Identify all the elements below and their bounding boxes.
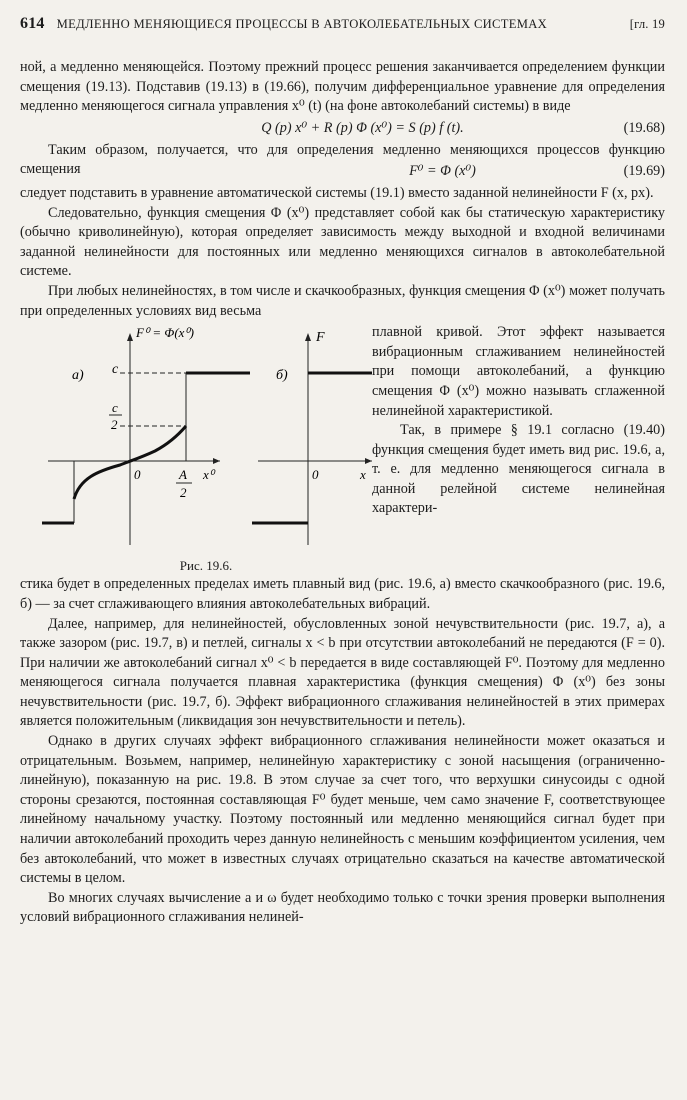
figure-graphs	[20, 323, 372, 545]
figure-side-text	[372, 323, 665, 575]
paragraph-9: Однако в других случаях эффект вибрационного сглаживания нелинейности может оказаться и отрицательным. Возьмем, например, нелинейную характеристику с зоной насыщения (ограниченно-линейную), показанную на рис. 19.8. В этом случае за счет того, что верхушки синусоиды с одной стороны срезаются, постоянная составляющая F⁰ будет меньше, чем само значение F, соответствующее линейному начальному участку. Поэтому постоянный или медленно меняющийся сигнал будет при наличии автоколебаний проходить через данную нелинейность с меньшим коэффициентом усиления, чем без автоколебаний, что может в известных случаях отрицательно сказаться на качестве автоматической системы в целом.	[20, 733, 665, 887]
page-body	[20, 58, 665, 928]
b-origin: 0	[312, 467, 319, 483]
b-y-arrow-icon	[305, 333, 311, 341]
b-label: б)	[276, 368, 288, 384]
a-label: а)	[72, 368, 84, 384]
a-c2-den: 2	[111, 417, 118, 433]
paragraph-7: Так, в примере § 19.1 согласно (19.40) функция смещения будет иметь вид рис. 19.6, а, т. е. для медленно меняющегося сигнала в данной релейной системе нелинейная характери-	[372, 422, 665, 517]
paragraph-8: Далее, например, для нелинейностей, обусловленных зоной нечувствительности (рис. 19.7, а), а также зазором (рис. 19.7, в) и петлей, сигналы x < b при отсутствии автоколебаний не передаются (F = 0). При наличии же автоколебаний сигнал x⁰ < b передается в виде составляющей F⁰. Поэтому для медленно меняющегося сигнала получается плавная характеристика (функция смещения) Φ (x⁰) без зоны нечувствительности (рис. 19.7, б). Эффект вибрационного сглаживания нелинейностей в этих примерах является положительным (ликвидация зон нечувствительности и петель).	[20, 615, 665, 730]
b-x-arrow-icon	[365, 458, 372, 464]
graph-a	[42, 325, 250, 545]
figure-caption: Рис. 19.6.	[179, 557, 233, 573]
b-y-label: F	[316, 330, 325, 346]
figure-19-6	[20, 323, 372, 575]
equation-body: F⁰ = Φ (x⁰)	[409, 163, 476, 180]
a-y-arrow-icon	[127, 333, 133, 341]
equation-19-68	[20, 117, 665, 141]
paragraph-10: Во многих случаях вычисление a и ω будет необходимо только с точки зрения проверки выполнения условий вибрационного сглаживания нелиней-	[20, 889, 665, 926]
a-y-label: F⁰ = Φ(x⁰)	[136, 325, 194, 341]
a-c2-num: c	[112, 400, 118, 416]
paragraph-3: следует подставить в уравнение автоматической системы (19.1) вместо заданной нелинейности F (x, px).	[20, 184, 654, 201]
paragraph-4: Следовательно, функция смещения Φ (x⁰) представляет собой как бы статическую характеристику (обычно криволинейную), которая определяет зависимость между выходной и входной величинами заданной нелинейности для постоянных или медленно меняющихся сигналов в автоколебательной системе.	[20, 204, 665, 280]
page-header	[20, 12, 665, 36]
equation-body: Q (p) x⁰ + R (p) Φ (x⁰) = S (p) f (t).	[261, 119, 464, 136]
equation-19-69	[20, 160, 665, 184]
paragraph-7-cont: стика будет в определенных пределах иметь плавный вид (рис. 19.6, а) вместо скачкообразного (рис. 19.6, б) — за счет сглаживающего влияния автоколебательных вибраций.	[20, 576, 665, 612]
b-x-label: x	[360, 467, 366, 483]
paragraph-2: Таким образом, получается, что для определения медленно меняющихся процессов функцию смещения	[20, 141, 665, 178]
paragraph-5: При любых нелинейностях, в том числе и скачкообразных, функция смещения Φ (x⁰) может получать при определенных условиях вид весьма	[20, 282, 665, 319]
a-origin: 0	[134, 467, 141, 483]
page-number: 614	[20, 15, 45, 32]
a-A-num: A	[179, 467, 187, 483]
equation-number: (19.69)	[623, 163, 665, 180]
paragraph-6: плавной кривой. Этот эффект называется вибрационным сглаживанием нелинейностей при помощи автоколебаний, а функцию смещения Φ (x⁰) можно называть сглаженной нелинейной характеристикой.	[372, 324, 665, 419]
a-A-den: 2	[180, 485, 187, 501]
figure-block	[20, 323, 665, 575]
paragraph-1: ной, а медленно меняющейся. Поэтому прежний процесс решения заканчивается определением функции смещения (19.13). Подставив (19.13) в (19.66), получим дифференциальное уравнение для определения медленно меняющегося сигнала управления x⁰ (t) (на фоне автоколебаний системы) в виде	[20, 59, 665, 115]
a-x-label: x⁰	[203, 467, 214, 483]
a-c-label: c	[112, 362, 119, 378]
chapter-ref: [гл. 19	[629, 16, 665, 31]
graph-b	[252, 330, 372, 545]
a-x-arrow-icon	[213, 458, 220, 464]
running-title: МЕДЛЕННО МЕНЯЮЩИЕСЯ ПРОЦЕССЫ В АВТОКОЛЕБАТЕЛЬНЫХ СИСТЕМАХ	[56, 16, 548, 31]
equation-number: (19.68)	[623, 119, 665, 136]
